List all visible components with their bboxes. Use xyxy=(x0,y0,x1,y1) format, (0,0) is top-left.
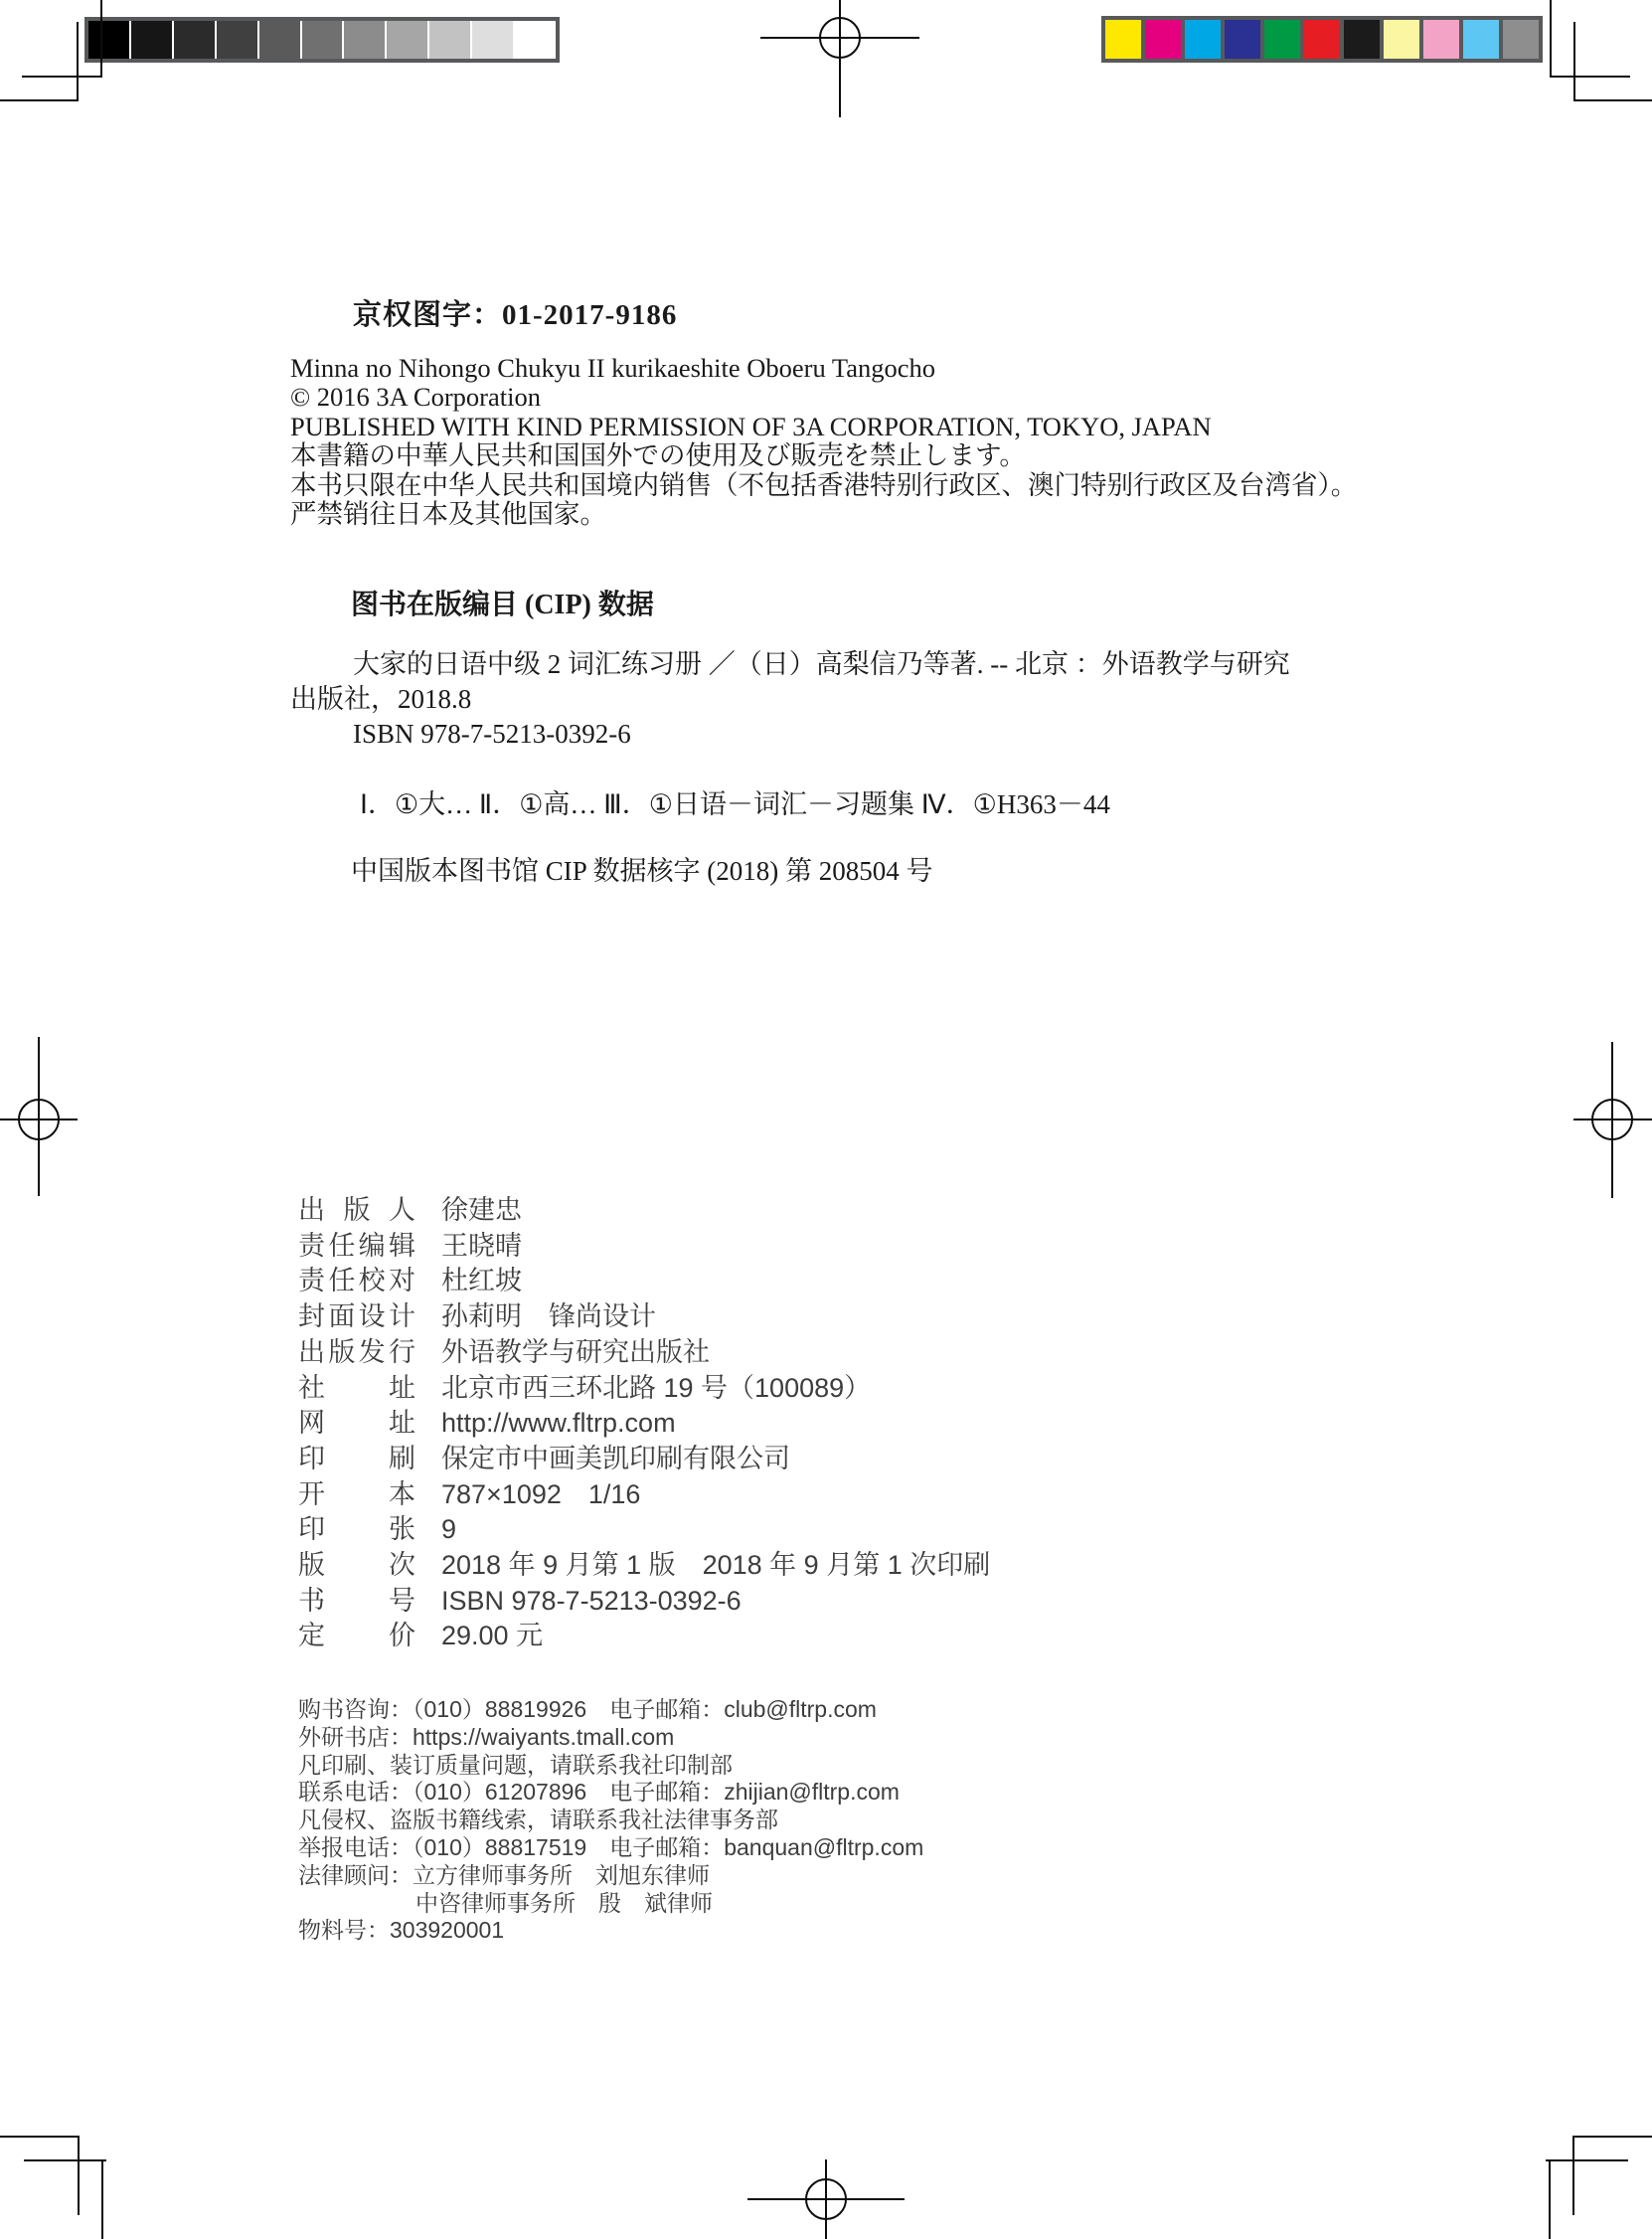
publication-row xyxy=(298,1442,990,1477)
publication-label: 书号 xyxy=(298,1585,415,1616)
publication-value: 孙莉明 锋尚设计 xyxy=(441,1301,656,1332)
cip-title-line: 大家的日语中级 2 词汇练习册 ／（日）高梨信乃等著. -- 北京 ：外语教学与研究 xyxy=(353,649,1290,679)
publication-row xyxy=(298,1584,990,1620)
cip-record-line: 中国版本图书馆 CIP 数据核字 (2018) 第 208504 号 xyxy=(351,856,933,886)
color-swatch xyxy=(344,21,385,59)
color-swatch xyxy=(1264,20,1300,59)
publication-label: 出版发行 xyxy=(298,1336,415,1367)
publication-row xyxy=(298,1371,990,1407)
publication-value: 徐建忠 xyxy=(441,1195,522,1225)
publication-label: 网址 xyxy=(298,1408,415,1439)
color-swatch xyxy=(1185,20,1221,59)
copyright-line: 严禁销往日本及其他国家。 xyxy=(290,499,606,530)
cip-body xyxy=(290,647,1290,751)
crop-mark xyxy=(78,2136,80,2215)
publication-value: 杜红坡 xyxy=(441,1266,522,1296)
publication-value: 北京市西三环北路 19 号（100089） xyxy=(441,1372,872,1403)
contact-line: 凡印刷、装订质量问题，请联系我社印制部 xyxy=(298,1751,733,1778)
color-swatch xyxy=(302,21,343,59)
publication-row xyxy=(298,1406,990,1442)
color-swatch xyxy=(259,21,300,59)
contact-line: 购书咨询：（010）88819926 电子邮箱：club@fltrp.com xyxy=(298,1696,877,1722)
contact-line: 法律顾问：立方律师事务所 刘旭东律师 xyxy=(298,1861,710,1888)
publication-info-list xyxy=(298,1193,990,1654)
publication-value: 9 xyxy=(441,1514,457,1545)
crop-mark xyxy=(1572,2136,1574,2215)
crop-mark xyxy=(101,2159,103,2239)
license-number: 01-2017-9186 xyxy=(502,299,678,331)
color-swatch xyxy=(88,21,129,59)
publication-value: 787×1092 1/16 xyxy=(441,1478,641,1509)
publication-row xyxy=(298,1264,990,1299)
copyright-line: PUBLISHED WITH KIND PERMISSION OF 3A CORPORATION, TOKYO, JAPAN xyxy=(290,411,1212,441)
color-swatch xyxy=(1463,20,1499,59)
color-swatch xyxy=(472,21,513,59)
cip-title-line: 出版社，2018.8 xyxy=(290,683,472,714)
crop-mark xyxy=(1549,2159,1551,2239)
crop-mark xyxy=(1573,99,1652,101)
crop-mark xyxy=(0,99,79,101)
publication-label: 出版人 xyxy=(298,1195,415,1225)
publication-label: 印刷 xyxy=(298,1443,415,1473)
publication-label: 开本 xyxy=(298,1478,415,1509)
crop-mark xyxy=(1550,0,1552,78)
crop-mark xyxy=(1546,2159,1628,2161)
color-swatch xyxy=(1503,20,1539,59)
publication-label: 责任编辑 xyxy=(298,1230,415,1261)
contact-line: 中咨律师事务所 殷 斌律师 xyxy=(415,1889,713,1916)
publication-label: 封面设计 xyxy=(298,1301,415,1332)
registration-circle-icon xyxy=(18,1099,60,1140)
publication-value: 保定市中画美凯印刷有限公司 xyxy=(441,1443,790,1473)
color-swatch xyxy=(1304,20,1340,59)
publication-row xyxy=(298,1299,990,1335)
publication-value: 王晓晴 xyxy=(441,1230,522,1261)
registration-circle-icon xyxy=(1591,1099,1633,1140)
color-swatch xyxy=(1423,20,1459,59)
contact-line: 举报电话：（010）88817519 电子邮箱：banquan@fltrp.com xyxy=(298,1833,924,1860)
copyright-block xyxy=(290,354,1357,529)
publication-label: 定价 xyxy=(298,1621,415,1651)
publication-row xyxy=(298,1193,990,1229)
color-swatch xyxy=(131,21,172,59)
contact-line: 联系电话：（010）61207896 电子邮箱：zhijian@fltrp.com xyxy=(298,1779,900,1806)
publication-label: 责任校对 xyxy=(298,1266,415,1296)
crop-mark xyxy=(1573,22,1575,101)
color-swatch xyxy=(429,21,470,59)
color-swatch xyxy=(1384,20,1419,59)
grayscale-calibration-bar xyxy=(84,17,560,63)
color-swatch xyxy=(387,21,427,59)
cip-classification-line: Ⅰ．①大… Ⅱ．①高… Ⅲ．①日语－词汇－习题集 Ⅳ．①H363－44 xyxy=(360,789,1110,819)
contact-info-block xyxy=(298,1696,923,1945)
crop-mark xyxy=(22,76,102,78)
crop-mark xyxy=(0,2136,79,2138)
publication-value: http://www.fltrp.com xyxy=(441,1408,676,1439)
color-swatch xyxy=(1225,20,1260,59)
copyright-line: Minna no Nihongo Chukyu II kurikaeshite Oboeru Tangocho xyxy=(290,353,936,383)
contact-line: 外研书店：https://waiyants.tmall.com xyxy=(298,1723,675,1750)
cip-isbn-line: ISBN 978-7-5213-0392-6 xyxy=(353,718,631,749)
publication-label: 版次 xyxy=(298,1550,415,1581)
license-number-line xyxy=(353,292,677,333)
registration-circle-icon xyxy=(805,2178,847,2220)
color-swatch xyxy=(217,21,257,59)
color-swatch xyxy=(1145,20,1181,59)
color-calibration-bar xyxy=(1101,16,1543,63)
publication-row xyxy=(298,1548,990,1584)
cip-heading: 图书在版编目 (CIP) 数据 xyxy=(351,590,654,620)
registration-circle-icon xyxy=(819,17,861,59)
crop-mark xyxy=(77,22,79,101)
publication-row xyxy=(298,1229,990,1265)
publication-value: 外语教学与研究出版社 xyxy=(441,1336,710,1367)
color-swatch xyxy=(1105,20,1141,59)
publication-row xyxy=(298,1512,990,1548)
publication-row xyxy=(298,1619,990,1654)
crop-mark xyxy=(1550,76,1630,78)
crop-mark xyxy=(24,2159,106,2161)
publication-label: 社址 xyxy=(298,1372,415,1403)
copyright-line: 本书只限在中华人民共和国境内销售（不包括香港特别行政区、澳门特别行政区及台湾省）。 xyxy=(290,469,1358,500)
color-swatch xyxy=(174,21,215,59)
publication-value: 2018 年 9 月第 1 版 2018 年 9 月第 1 次印刷 xyxy=(441,1550,991,1581)
publication-row xyxy=(298,1477,990,1513)
color-swatch xyxy=(1344,20,1380,59)
publication-label: 印张 xyxy=(298,1514,415,1545)
license-label: 京权图字： xyxy=(353,299,503,331)
contact-line: 物料号：303920001 xyxy=(298,1917,505,1944)
copyright-line: 本書籍の中華人民共和国国外での使用及び販売を禁止します。 xyxy=(290,440,1026,471)
publication-value: ISBN 978-7-5213-0392-6 xyxy=(441,1585,742,1616)
publication-value: 29.00 元 xyxy=(441,1621,544,1651)
publication-row xyxy=(298,1335,990,1371)
color-swatch xyxy=(515,21,556,59)
crop-mark xyxy=(1573,2136,1652,2138)
crop-mark xyxy=(100,0,102,78)
contact-line: 凡侵权、盗版书籍线索，请联系我社法律事务部 xyxy=(298,1807,778,1833)
copyright-line: © 2016 3A Corporation xyxy=(290,382,541,413)
